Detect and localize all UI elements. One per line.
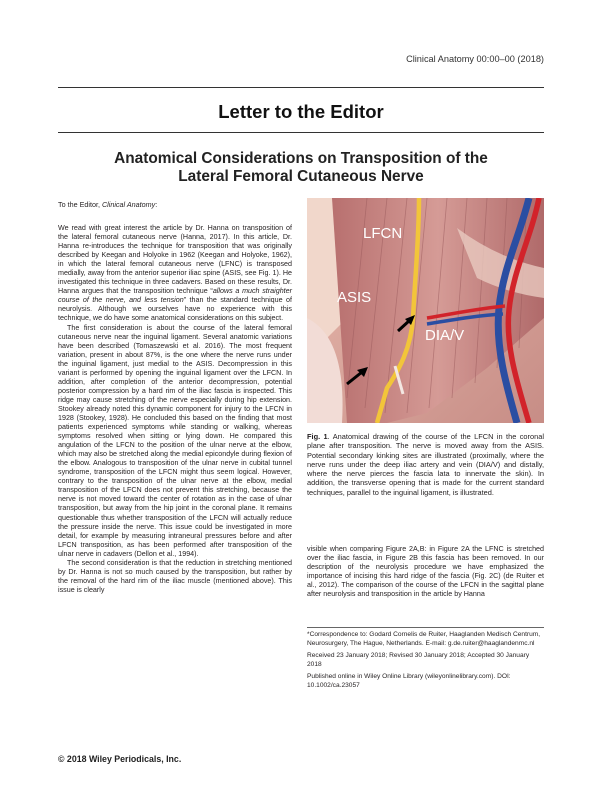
paragraph-1-start: We read with great interest the article by Dr. Hanna on transposition of the lateral femoral cutaneous nerve (Hanna, 2017). In this article, Dr. Hanna re-introduces the technique for transposition that was originally described by Keegan and Holyoke in 1962 (Keegan and Holyoke, 1962), in which the lateral femoral cutaneous nerve (LFNC) is transposed medially, away from the anterior superior iliac spine (ASIS, see Fig. 1). He investigated this technique in three cadavers. Based on these results, Dr. Hanna argues that the transposition technique “ xyxy=(58,224,292,296)
footnotes xyxy=(307,631,544,694)
caption-text: . Anatomical drawing of the course of the LFCN in the coronal plane after transposition. The nerve is moved away from the ASIS. Potential secondary kinking sites are illustrated (proximally, where the nerve runs under the deep iliac artery and vein (DIA/V) and distally, where the nerve pierces the fascia lata to innervate the skin). In addition, the transverse opening that is made for the current standard techniques, parallel to the inguinal ligament, is illustrated. xyxy=(307,432,544,497)
article-title-line-2: Lateral Femoral Cutaneous Nerve xyxy=(178,168,424,185)
paragraph-1-quote: allows a much straighter course of the nerve, and less tension xyxy=(58,287,293,305)
article-title xyxy=(58,150,544,186)
label-dia-v: DIA/V xyxy=(425,327,465,344)
caption-label: Fig. 1 xyxy=(307,432,328,441)
top-rule xyxy=(58,87,544,88)
label-lfcn: LFCN xyxy=(363,225,403,242)
left-column-body xyxy=(58,224,292,595)
publication-note: Published online in Wiley Online Library (wileyonlinelibrary.com). DOI: 10.1002/ca.23057 xyxy=(307,673,511,689)
figure-1 xyxy=(307,198,544,423)
salutation-prefix: To the Editor, xyxy=(58,200,102,209)
right-column-body xyxy=(307,545,544,599)
article-title-line-1: Anatomical Considerations on Transposition of the xyxy=(114,150,488,167)
section-title: Letter to the Editor xyxy=(218,101,384,122)
figure-caption xyxy=(307,432,544,497)
salutation-journal: Clinical Anatomy xyxy=(101,200,156,209)
anatomical-drawing xyxy=(307,198,544,423)
paragraph-1 xyxy=(58,224,292,324)
paragraph-1-end: ” than the standard technique of neurolysis. Although we ourselves have no experience with this technique, we do have some anatomical considerations on this subject. xyxy=(58,296,292,323)
paragraph-2: The first consideration is about the course of the lateral femoral cutaneous nerve near the inguinal ligament. Several anatomic variations have been described (Tomaszewski et al. 2016). The most frequent variation, present in about 87%, is the one where the nerve runs under the inguinal ligament, just medial to the ASIS. Decompression in this variant is performed by opening the inguinal ligament over the LFCN. In addition, after completion of the anterior decompression, potential posterior compression by a hard rim of the iliac fascia is inspected. This ridge may cause stretching of the nerve especially during hip extension. Stookey already noted this dynamic component for injury to the LFCN in 1928 (Stookey, 1928). He concluded this based on the finding that most patients experienced symptoms while standing or walking, whereas symptoms resolved when sitting or lying down. He compared this angulation of the LFCN to the position of the ulnar nerve at the elbow, which may also be stretched along the medial epicondyle during flexion of the elbow. Analogous to transposition of the ulnar nerve in cubital tunnel syndrome, transposition of the LFCN might thus seem logical. However, contrary to the transposition of the ulnar nerve at the elbow, medial transposition of the LFCN does not prevent this stretching, because the nerve is not moved toward the center of rotation as in the case of ulnar transposition, but away from the hip joint in the coronal plane. It remains questionable thus whether transposition of the LFCN will actually reduce the pressure inside the nerve. This issue could be investigated in more detail, for example by measuring intraneural pressures before and after LFCN transposition, as has been performed after transposition of the ulnar nerve in cadavers (Dellon et al., 1994). xyxy=(58,323,292,558)
label-asis: ASIS xyxy=(337,289,372,306)
copyright: © 2018 Wiley Periodicals, Inc. xyxy=(58,754,182,764)
dates-note: Received 23 January 2018; Revised 30 January 2018; Accepted 30 January 2018 xyxy=(307,652,530,668)
salutation-suffix: : xyxy=(155,200,158,209)
journal-reference: Clinical Anatomy 00:00–00 (2018) xyxy=(406,54,544,64)
title-rule xyxy=(58,132,544,133)
footnote-rule xyxy=(307,627,544,628)
salutation xyxy=(58,200,157,209)
right-paragraph-1: visible when comparing Figure 2A,B: in Figure 2A the LFNC is stretched over the iliac fascia, in Figure 2B this fascia has been removed. In our description of the neurolysis procedure we have emphasized the importance of incising this hard ridge of the fascia (Fig. 2C) (de Ruiter et al., 2012). The comparison of the course of the LFCN in the sagittal plane after neurolysis and transposition in the article by Hanna xyxy=(307,545,544,599)
paragraph-3: The second consideration is that the reduction in stretching mentioned by Dr. Hanna is not so much caused by the transposition, but rather by the removal of the hard rim of the iliac muscle (mentioned above). This issue is clearly xyxy=(58,558,292,594)
correspondence-note: *Correspondence to: Godard Cornelis de Ruiter, Haaglanden Medisch Centrum, Neurosurgery, The Hague, Netherlands. E-mail: g.de.ruiter@haaglandenmc.nl xyxy=(307,631,541,647)
